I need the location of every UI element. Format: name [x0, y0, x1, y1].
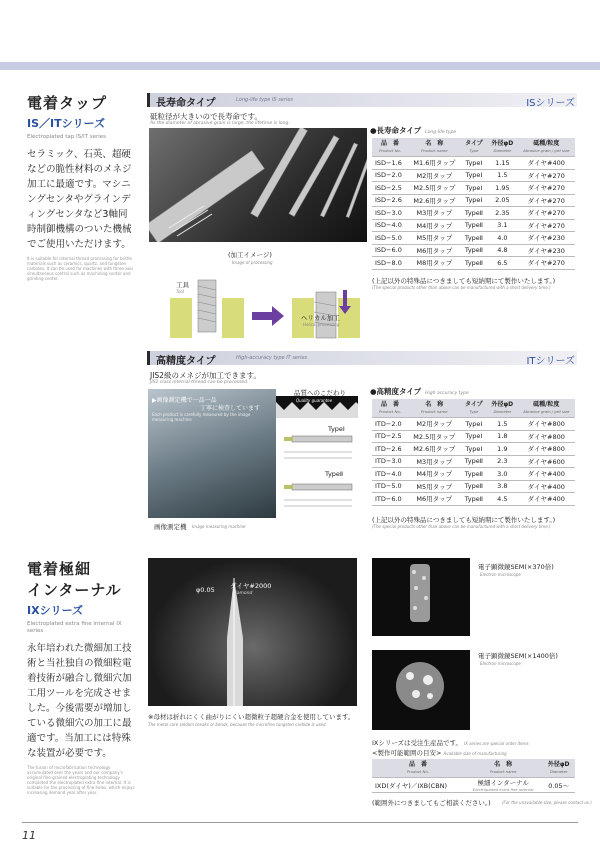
- cell-diameter: 2.05: [487, 194, 517, 207]
- cell-type: TypeⅡ: [461, 232, 488, 245]
- arrow-right-icon: [252, 306, 284, 326]
- cell-product-name: M2.6用タップ: [408, 443, 461, 456]
- cell-type: TypeⅠ: [461, 157, 488, 170]
- ix-tool-photo: [148, 558, 357, 706]
- ix-note-en: The metal core seldom breaks or bends, because the microfine tungsten carbide is used.: [148, 722, 327, 727]
- long-life-note: 砥粒径が大きいので長寿命です。: [150, 112, 262, 121]
- cell-diameter: 2.35: [487, 207, 517, 220]
- col-diameter: 外径φD Diameter: [487, 138, 517, 157]
- ix-intro: [27, 558, 135, 795]
- sem1-label-en: Electron microscope: [480, 572, 521, 577]
- col-grain: 砥種/粒度 Abrasive grain / grit size: [518, 138, 575, 157]
- cell-diameter: 1.15: [487, 157, 517, 170]
- cell-type: TypeⅡ: [461, 455, 488, 468]
- col-type: タイプ Type: [461, 138, 488, 157]
- cell-product-name: M6用タップ: [408, 493, 461, 506]
- cell-product-no: ITD−2.5: [372, 430, 408, 443]
- cell-diameter: 4.8: [487, 244, 517, 257]
- cell-diameter: 3.8: [487, 480, 517, 493]
- cell-grain: ダイヤ#800: [518, 443, 575, 456]
- series-name-en: Electroplated extra fine internal IX series: [27, 621, 122, 634]
- cell-product-name: M3用タップ: [408, 207, 461, 220]
- cell-grain: ダイヤ#400: [518, 468, 575, 481]
- ix-foot: (範囲外につきましてもご相談ください。): [372, 799, 491, 807]
- measuring-photo: [148, 389, 276, 518]
- table-row: [372, 219, 575, 232]
- long-life-header: [147, 93, 577, 107]
- cell-product-name: M2.5用タップ: [408, 430, 461, 443]
- cell-type: TypeⅡ: [461, 244, 488, 257]
- cell-type: TypeⅠ: [461, 194, 488, 207]
- bottom-rule: [22, 822, 578, 823]
- ix-note: ※母材は折れにくく曲がりにくい超微粒子超硬合金を使用しています。: [148, 713, 355, 721]
- quality-label-en: Quality guarantee: [296, 398, 333, 403]
- cell-product-name: M3用タップ: [408, 455, 461, 468]
- long-life-foot-en: (The special products other than above can be manufactured with a short delivery time.): [372, 285, 551, 290]
- high-acc-table-title: ●高精度タイプ High accuracy type: [370, 387, 469, 396]
- sem2-label: 電子顕微鏡SEM(×1400倍): [478, 652, 558, 660]
- cell-type: TypeⅠ: [461, 169, 488, 182]
- table-row: [372, 257, 575, 270]
- cell-product-no: ISD−4.0: [372, 219, 408, 232]
- cell-product-no: ITD−2.6: [372, 443, 408, 456]
- cell-product-no: ISD−8.0: [372, 257, 408, 270]
- cell-type: TypeⅡ: [461, 257, 488, 270]
- table-row: [372, 232, 575, 245]
- cell-product-no: ISD−2.0: [372, 169, 408, 182]
- intro-text-en: It is suitable for internal thread processing for brittle materials such as ceramics, quartz, and tungsten carbides. It can be used for machines with three-axis simultaneous control such as machining center and grinding center.: [27, 256, 134, 281]
- tool-label: 工具: [176, 281, 189, 289]
- cell-type: TypeⅠ: [461, 182, 488, 195]
- helical-label: ヘリカル加工: [301, 314, 340, 322]
- sem1-label: 電子顕微鏡SEM(×370倍): [478, 563, 554, 571]
- section-title: 高精度タイプ: [156, 356, 216, 367]
- col-product-name: 名 称 Product name: [408, 399, 461, 418]
- table-row: [372, 244, 575, 257]
- range-title: <製作可能範囲の目安> Available size of manufacturing: [372, 749, 507, 757]
- cell-grain: ダイヤ#270: [518, 219, 575, 232]
- dim-label: φ0.05: [196, 586, 215, 594]
- cell-grain: ダイヤ#400: [518, 157, 575, 170]
- cell-product-no: ITD−3.0: [372, 455, 408, 468]
- cell-product-name: M4用タップ: [408, 468, 461, 481]
- table-row: [372, 194, 575, 207]
- quality-label: 品質へのこだわり: [294, 389, 346, 397]
- sem-image-1-graphic: [372, 558, 470, 636]
- type1-drawing: [282, 432, 362, 462]
- cell-grain: ダイヤ#230: [518, 232, 575, 245]
- cell-grain: ダイヤ#270: [518, 257, 575, 270]
- image-label: (加工イメージ): [228, 251, 272, 259]
- cell-product-name: M4用タップ: [408, 219, 461, 232]
- section-title: 電着タップ: [27, 94, 108, 112]
- photo-caption-en: Each product is carefully measured by the image measuring machine: [152, 412, 251, 422]
- cell-type: TypeⅡ: [461, 468, 488, 481]
- type2-drawing: [282, 480, 362, 510]
- diamond-label-en: Diamond: [232, 591, 253, 596]
- cell-grain: ダイヤ#270: [518, 207, 575, 220]
- cell-type: TypeⅠ: [461, 430, 488, 443]
- tool-label-en: Tool: [176, 289, 184, 294]
- type2-label: TypeⅡ: [325, 470, 344, 478]
- ix-foot-en: (For the unavailable size, please contact us.): [502, 800, 592, 805]
- cell-diameter: 1.5: [487, 169, 517, 182]
- section-title-1: 電着極細: [27, 560, 92, 578]
- cell-diameter: 2.3: [487, 455, 517, 468]
- cell-grain: ダイヤ#600: [518, 455, 575, 468]
- cell-grain: ダイヤ#800: [518, 418, 575, 431]
- sem-image-2: [372, 650, 470, 730]
- cell-grain: ダイヤ#400: [518, 480, 575, 493]
- col-product-no: 品 番 Product No.: [372, 138, 408, 157]
- order-note: IXシリーズは受注生産品です。 IX series are special order items: [372, 739, 529, 747]
- col-diameter: 外径φD Diameter: [487, 399, 517, 418]
- cell-product-name: M5用タップ: [408, 480, 461, 493]
- photo-caption: ▶画像測定機で一品一品: [152, 397, 217, 404]
- cell-diameter: 1.8: [487, 430, 517, 443]
- cell-product-no: ISD−3.0: [372, 207, 408, 220]
- table-row: [372, 169, 575, 182]
- table-row: [372, 468, 575, 481]
- image-label-en: Image of processing: [232, 260, 273, 265]
- cell-product-no: IXD(ダイヤ)／IXB(CBN): [372, 778, 464, 793]
- sem-image-2-graphic: [372, 650, 470, 730]
- table-row: [372, 455, 575, 468]
- high-acc-foot: (上記以外の特殊品につきましても短納期にて製作いたします。): [372, 516, 556, 524]
- cell-product-name: M2用タップ: [408, 169, 461, 182]
- section-title-en: High-accuracy type IT series: [236, 355, 308, 361]
- cell-grain: ダイヤ#230: [518, 244, 575, 257]
- cell-grain: ダイヤ#270: [518, 194, 575, 207]
- intro-text: 永年培われた微細加工技術と当社独自の微細粒電着技術が融合し微細穴加工用ツールを完成させました。今後需要が増加している微細穴の加工に最適です。当加工には特殊な装置が必要です。: [27, 643, 132, 759]
- cell-product-no: ITD−4.0: [372, 468, 408, 481]
- machine-label: 画像測定機: [154, 523, 187, 531]
- long-life-note-en: As the diameter of abrasive grain is large, the lifetime is long.: [150, 121, 290, 126]
- page-number: 11: [22, 829, 36, 842]
- cell-product-no: ISD−6.0: [372, 244, 408, 257]
- cell-type: TypeⅡ: [461, 219, 488, 232]
- cell-grain: ダイヤ#800: [518, 430, 575, 443]
- series-label: ISシリーズ: [526, 98, 575, 109]
- series-name-en: Electroplated tap IS/IT series: [27, 134, 106, 140]
- cell-diameter: 1.95: [487, 182, 517, 195]
- cell-grain: ダイヤ#400: [518, 493, 575, 506]
- cell-type: TypeⅠ: [461, 443, 488, 456]
- cell-diameter: 1.9: [487, 443, 517, 456]
- section-title-2: インターナル: [27, 581, 122, 599]
- long-life-spec-table: [372, 138, 575, 270]
- tap-tools-illustration: [149, 128, 367, 242]
- cell-product-name: M5用タップ: [408, 232, 461, 245]
- col-type: タイプ Type: [461, 399, 488, 418]
- col-grain: 砥種/粒度 Abrasive grain / grit size: [518, 399, 575, 418]
- cell-product-name: M2.6用タップ: [408, 194, 461, 207]
- cell-grain: ダイヤ#270: [518, 169, 575, 182]
- cell-product-no: ISD−2.5: [372, 182, 408, 195]
- table-row: [372, 480, 575, 493]
- diamond-label: ダイヤ#2000: [230, 582, 272, 590]
- cell-type: TypeⅡ: [461, 493, 488, 506]
- cell-type: TypeⅠ: [461, 418, 488, 431]
- table-row: [372, 778, 575, 793]
- cell-diameter: 1.5: [487, 418, 517, 431]
- cell-product-no: ITD−6.0: [372, 493, 408, 506]
- cell-product-name: M2.5用タップ: [408, 182, 461, 195]
- col-diameter: 外径φD Diameter: [542, 759, 575, 778]
- long-life-table-title: ●長寿命タイプ Long-life type: [370, 126, 457, 135]
- type1-label: TypeⅠ: [328, 425, 345, 433]
- cell-product-no: ITD−5.0: [372, 480, 408, 493]
- cell-type: TypeⅡ: [461, 480, 488, 493]
- table-row: [372, 157, 575, 170]
- cell-diameter: 4.5: [487, 493, 517, 506]
- table-row: [372, 430, 575, 443]
- top-band: [0, 62, 600, 70]
- intro-text: セラミック、石英、超硬などの脆性材料のメネジ加工に最適です。マシニングセンタやグラインディングセンタなど3軸同時制御機構のついた機械でご使用いただけます。: [27, 149, 132, 250]
- cell-diameter: 6.5: [487, 257, 517, 270]
- cell-product-name: M8用タップ: [408, 257, 461, 270]
- cell-diameter: 0.05〜: [542, 778, 575, 793]
- col-product-name: 名 称 Product name: [408, 138, 461, 157]
- cell-diameter: 3.0: [487, 468, 517, 481]
- tap-tools-photo: [149, 128, 367, 242]
- cell-diameter: 4.0: [487, 232, 517, 245]
- cell-type: TypeⅡ: [461, 207, 488, 220]
- high-acc-header: [147, 351, 577, 365]
- machine-label-en: Image measuring machine: [192, 524, 246, 529]
- cell-product-no: ISD−1.6: [372, 157, 408, 170]
- series-name: IXシリーズ: [27, 604, 84, 617]
- cell-product-name: M2用タップ: [408, 418, 461, 431]
- high-acc-note: JIS2級のメネジが加工できます。: [150, 371, 261, 380]
- helical-diagram: [170, 262, 360, 342]
- series-label: ITシリーズ: [526, 356, 575, 367]
- cell-product-name: M6用タップ: [408, 244, 461, 257]
- ix-spec-table: [372, 759, 575, 793]
- high-acc-spec-table: [372, 399, 575, 506]
- cell-product-no: ITD−2.0: [372, 418, 408, 431]
- table-row: [372, 207, 575, 220]
- section-title-en: Long-life type IS series: [236, 97, 293, 103]
- section-title: 長寿命タイプ: [156, 98, 216, 109]
- series-name: IS／ITシリーズ: [27, 117, 106, 130]
- cell-grain: ダイヤ#270: [518, 182, 575, 195]
- intro-text-en: The fusion of microfabrication technology accumulated over the years and our company's original fine-grained electroplating technology completed the electroplated extra fine internal. It is suitable for the processing of fine holes, which enjoys increasing demand year after year.: [27, 765, 135, 795]
- helical-label-en: Helical processing: [303, 322, 340, 327]
- high-acc-note-en: JIS2 class internal thread can be processed.: [150, 380, 249, 385]
- table-row: [372, 493, 575, 506]
- cell-product-no: ISD−2.6: [372, 194, 408, 207]
- col-product-name: 名 称 Product name: [464, 759, 542, 778]
- high-acc-foot-en: (The special products other than above can be manufactured with a short delivery time.): [372, 524, 551, 529]
- is-intro: [27, 92, 135, 281]
- col-product-no: 品 番 Product No.: [372, 399, 408, 418]
- cell-diameter: 3.1: [487, 219, 517, 232]
- cell-product-no: ISD−5.0: [372, 232, 408, 245]
- table-row: [372, 418, 575, 431]
- photo-caption-2: 丁寧に検査しています: [200, 405, 261, 412]
- table-row: [372, 443, 575, 456]
- cell-product-name: 極細インターナル Electroplated extra fine internal: [464, 778, 542, 793]
- table-row: [372, 182, 575, 195]
- sem-image-1: [372, 558, 470, 636]
- sem2-label-en: Electron microscope: [480, 661, 521, 666]
- cell-product-name: M1.6用タップ: [408, 157, 461, 170]
- long-life-foot: (上記以外の特殊品につきましても短納期にて製作いたします。): [372, 277, 556, 285]
- col-product-no: 品 番 Product No.: [372, 759, 464, 778]
